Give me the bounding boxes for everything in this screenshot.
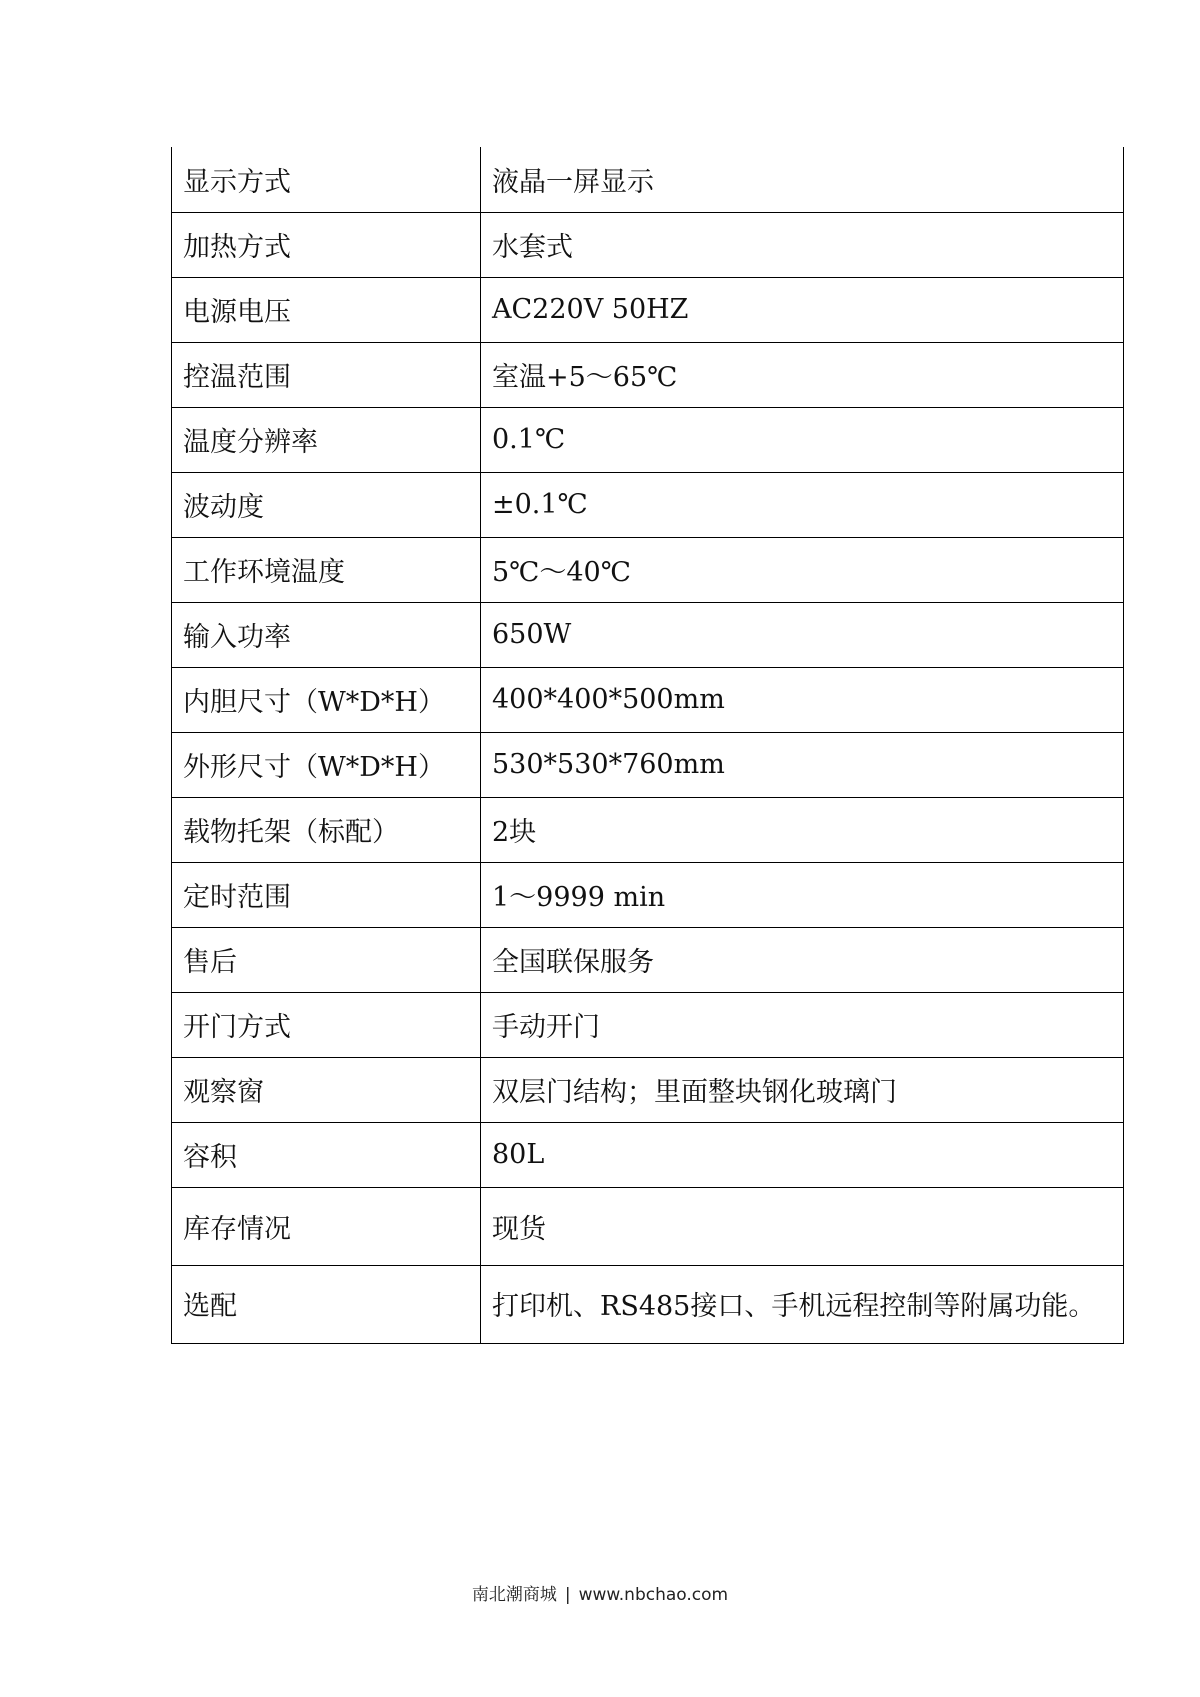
table-row [172, 667, 1124, 732]
spec-value: 650W [481, 602, 1124, 667]
spec-label: 工作环境温度 [172, 537, 481, 602]
spec-value: 液晶一屏显示 [481, 147, 1124, 212]
spec-value: 5℃～40℃ [481, 537, 1124, 602]
table-row [172, 212, 1124, 277]
spec-label: 电源电压 [172, 277, 481, 342]
spec-label: 波动度 [172, 472, 481, 537]
spec-label: 定时范围 [172, 862, 481, 927]
table-row [172, 1122, 1124, 1187]
spec-value: 2块 [481, 797, 1124, 862]
spec-label: 观察窗 [172, 1057, 481, 1122]
table-row [172, 342, 1124, 407]
table-row [172, 147, 1124, 212]
table-row [172, 277, 1124, 342]
table-row [172, 602, 1124, 667]
table-row [172, 407, 1124, 472]
spec-value: ±0.1℃ [481, 472, 1124, 537]
table-row [172, 1057, 1124, 1122]
spec-value: 80L [481, 1122, 1124, 1187]
footer-site-name: 南北潮商城 [471, 1585, 557, 1605]
table-row [172, 927, 1124, 992]
table-row [172, 472, 1124, 537]
spec-value: 400*400*500mm [481, 667, 1124, 732]
table-row [172, 537, 1124, 602]
spec-label: 输入功率 [172, 602, 481, 667]
table-row [172, 732, 1124, 797]
spec-label: 温度分辨率 [172, 407, 481, 472]
spec-label: 选配 [172, 1265, 481, 1343]
spec-value: 双层门结构；里面整块钢化玻璃门 [481, 1057, 1124, 1122]
table-row [172, 797, 1124, 862]
table-row [172, 862, 1124, 927]
table-row [172, 992, 1124, 1057]
spec-value: 1～9999 min [481, 862, 1124, 927]
spec-label: 显示方式 [172, 147, 481, 212]
spec-label: 内胆尺寸（W*D*H） [172, 667, 481, 732]
table-row [172, 1187, 1124, 1265]
spec-label: 外形尺寸（W*D*H） [172, 732, 481, 797]
spec-table [171, 147, 1124, 1344]
footer-separator: | [564, 1585, 571, 1605]
spec-label: 售后 [172, 927, 481, 992]
spec-label: 载物托架（标配） [172, 797, 481, 862]
spec-label: 开门方式 [172, 992, 481, 1057]
spec-value: 现货 [481, 1187, 1124, 1265]
spec-value: 水套式 [481, 212, 1124, 277]
spec-value: 室温+5～65℃ [481, 342, 1124, 407]
spec-value: 打印机、RS485接口、手机远程控制等附属功能。 [481, 1265, 1124, 1343]
spec-value: 0.1℃ [481, 407, 1124, 472]
spec-label: 控温范围 [172, 342, 481, 407]
spec-label: 库存情况 [172, 1187, 481, 1265]
page-footer [0, 1580, 1200, 1605]
spec-value: 530*530*760mm [481, 732, 1124, 797]
spec-value: 全国联保服务 [481, 927, 1124, 992]
footer-url[interactable]: www.nbchao.com [578, 1585, 729, 1605]
table-row [172, 1265, 1124, 1343]
spec-value: 手动开门 [481, 992, 1124, 1057]
spec-label: 容积 [172, 1122, 481, 1187]
spec-label: 加热方式 [172, 212, 481, 277]
spec-value: AC220V 50HZ [481, 277, 1124, 342]
